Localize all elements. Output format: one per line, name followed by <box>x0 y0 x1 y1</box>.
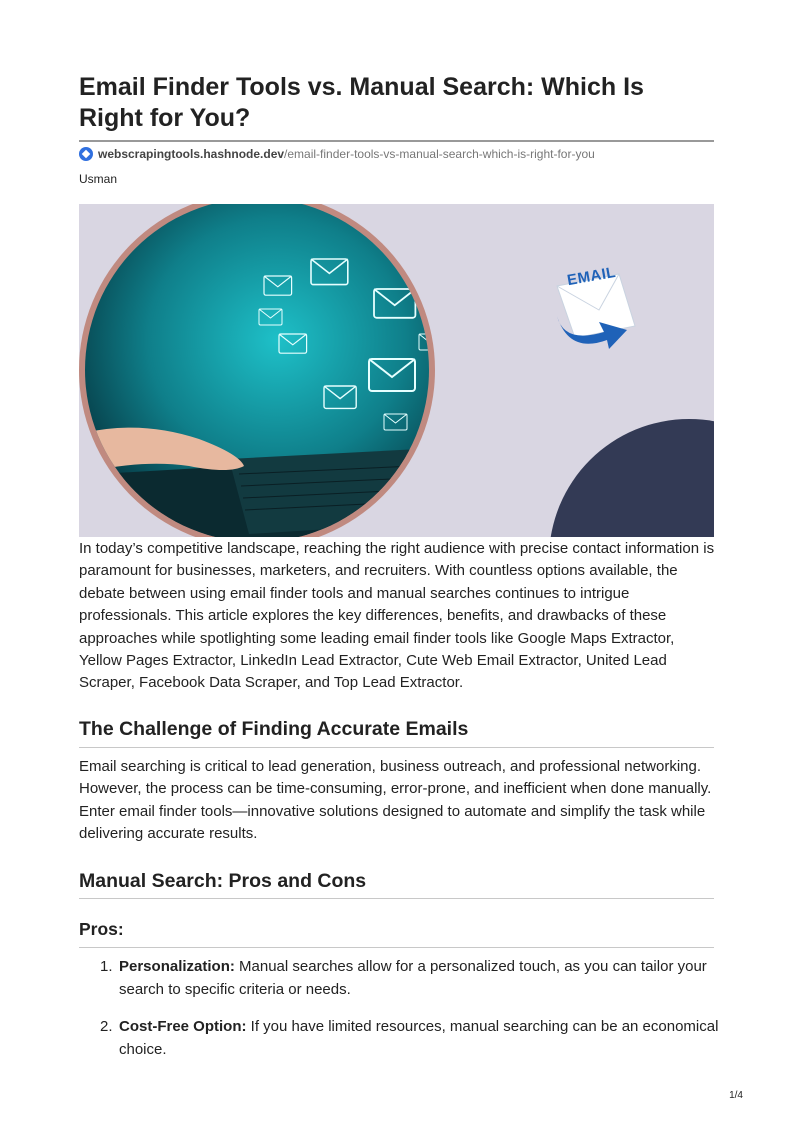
section-heading-manual-search: Manual Search: Pros and Cons <box>79 870 367 892</box>
author-name: Usman <box>79 172 118 186</box>
intro-paragraph: In today’s competitive landscape, reaching the right audience with precise contact information is paramount for businesses, marketers, and recruiters. With countless options available, the debate between using email finder tools and manual searches continues to intrigue professionals. This article explores the key differences, benefits, and drawbacks of these approaches while spotlighting some leading email finder tools like Google Maps Extractor, Yellow Pages Extractor, LinkedIn Lead Extractor, Cute Web Email Extractor, United Lead Scraper, Facebook Data Scraper, and Top Lead Extractor. <box>79 540 715 692</box>
title-divider <box>79 140 714 142</box>
section-divider <box>79 898 714 899</box>
page-title: Email Finder Tools vs. Manual Search: Which Is Right for You? <box>79 73 644 132</box>
pros-heading: Pros: <box>79 919 124 939</box>
email-badge-text: EMAIL <box>565 263 618 290</box>
list-term: Cost-Free Option: <box>119 1018 247 1035</box>
list-number: 1. <box>100 958 113 975</box>
section-heading-challenge: The Challenge of Finding Accurate Emails <box>79 718 469 740</box>
list-term: Personalization: <box>119 958 235 975</box>
list-text: If you have limited resources, manual searching can be an economical choice. <box>119 1018 719 1058</box>
site-favicon-icon <box>79 147 93 161</box>
list-text: Manual searches allow for a personalized touch, as you can tailor your search to specific criteria or needs. <box>119 958 707 998</box>
subsection-divider <box>79 947 714 948</box>
page-number: 1/4 <box>729 1090 743 1101</box>
hero-illustration <box>79 204 714 537</box>
hero-image <box>79 204 714 537</box>
list-number: 2. <box>100 1018 113 1035</box>
list-item <box>79 1016 719 1061</box>
source-url[interactable] <box>79 146 595 162</box>
source-domain[interactable]: webscrapingtools.hashnode.dev <box>98 147 285 161</box>
source-path[interactable]: /email-finder-tools-vs-manual-search-which-is-right-for-you <box>284 147 595 161</box>
list-item <box>79 956 719 1001</box>
section-divider <box>79 747 714 748</box>
challenge-paragraph: Email searching is critical to lead generation, business outreach, and professional networking. However, the process can be time-consuming, error-prone, and inefficient when done manually. Enter email finder tools—innovative solutions designed to automate and simplify the task while delivering accurate results. <box>79 758 712 843</box>
